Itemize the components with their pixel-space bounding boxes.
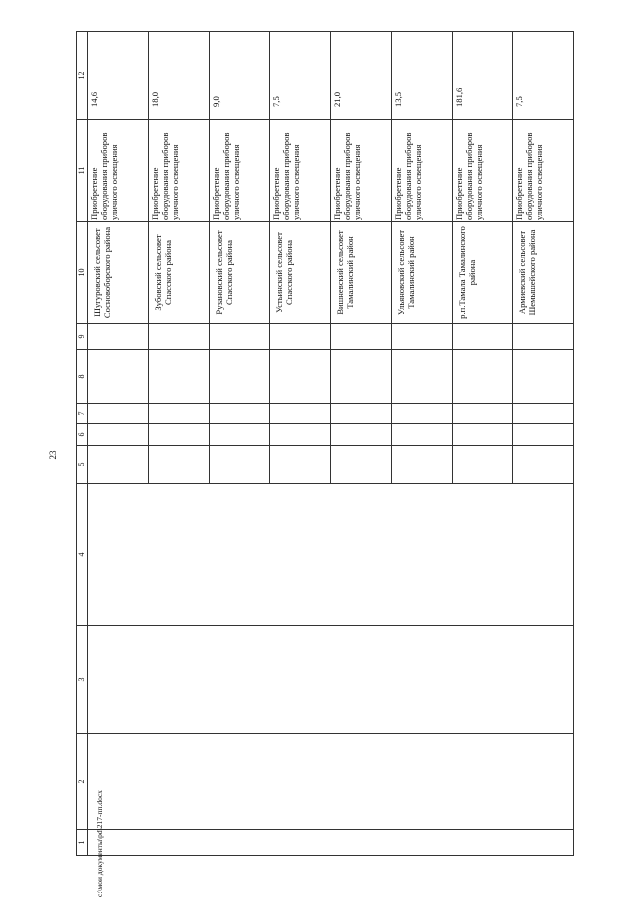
table-cell-col-9 [513,324,574,350]
table-cell-col-5 [88,446,149,484]
table-cell-col-6 [452,424,513,446]
table-cell-col-9 [452,324,513,350]
table-cell-col-7 [452,404,513,424]
table-cell-col-7 [88,404,149,424]
municipality-cell: Вишневский сельсовет Тамалинский район [331,222,392,324]
table-cell-col-6 [209,424,270,446]
column-header-row [77,32,88,856]
table-cell-col-7 [513,404,574,424]
purpose-cell: Приобретение оборудования приборов уличного освещения [88,120,149,222]
column-header: 2 [77,734,88,830]
municipality-cell: Ульяновский сельсовет Тамалинский район [391,222,452,324]
table-cell-col-8 [270,350,331,404]
table-cell-col-3 [88,626,574,734]
purpose-cell: Приобретение оборудования приборов уличного освещения [270,120,331,222]
municipality-cell: Шугуровский сельсовет Сосновоборского района [88,222,149,324]
table-cell-col-7 [209,404,270,424]
table-cell-col-6 [148,424,209,446]
amount-cell: 7,5 [270,32,331,120]
table-cell-col-7 [148,404,209,424]
table-cell-col-9 [88,324,149,350]
municipality-cell: р.п.Тамала Тамалинского района [452,222,513,324]
municipality-cell: Устьинский сельсовет Спасского района [270,222,331,324]
column-header: 3 [77,626,88,734]
column-header: 12 [77,32,88,120]
table-cell-col-6 [513,424,574,446]
budget-table-container [76,32,574,856]
purpose-cell: Приобретение оборудования приборов уличного освещения [209,120,270,222]
table-cell-col-5 [452,446,513,484]
table-cell-col-9 [270,324,331,350]
table-cell-col-6 [88,424,149,446]
table-cell-col-8 [88,350,149,404]
column-header: 9 [77,324,88,350]
column-header: 11 [77,120,88,222]
table-cell-col-4 [88,484,574,626]
table-cell-col-9 [391,324,452,350]
table-cell-col-5 [209,446,270,484]
column-header: 4 [77,484,88,626]
table-cell-col-6 [391,424,452,446]
page-number: 23 [48,450,58,460]
table-cell-col-8 [148,350,209,404]
table-cell-col-7 [270,404,331,424]
amount-cell: 13,5 [391,32,452,120]
table-cell-col-7 [391,404,452,424]
footer-file-path: c:\мои документы\рd\217-пп.docx [95,790,104,897]
column-header: 6 [77,424,88,446]
amount-cell: 9,0 [209,32,270,120]
budget-table [76,31,574,856]
column-header: 1 [77,830,88,856]
table-cell-col-1 [88,830,574,856]
table-cell-col-8 [513,350,574,404]
table-cell-col-6 [331,424,392,446]
column-header: 5 [77,446,88,484]
municipality-cell: Рузановский сельсовет Спасского района [209,222,270,324]
municipality-cell: Зубовский сельсовет Спасского района [148,222,209,324]
table-cell-col-5 [391,446,452,484]
amount-cell: 21,0 [331,32,392,120]
column-header: 7 [77,404,88,424]
table-cell-col-5 [270,446,331,484]
purpose-cell: Приобретение оборудования приборов уличного освещения [391,120,452,222]
table-cell-col-8 [331,350,392,404]
purpose-cell: Приобретение оборудования приборов уличного освещения [331,120,392,222]
table-cell-col-2 [88,734,574,830]
table-cell-col-9 [331,324,392,350]
table-cell-col-5 [513,446,574,484]
table-cell-col-9 [148,324,209,350]
purpose-cell: Приобретение оборудования приборов уличного освещения [148,120,209,222]
table-cell-col-5 [148,446,209,484]
amount-cell: 18,0 [148,32,209,120]
table-cell-col-8 [209,350,270,404]
table-cell-col-8 [391,350,452,404]
purpose-cell: Приобретение оборудования приборов уличного освещения [452,120,513,222]
table-cell-col-7 [331,404,392,424]
purpose-cell: Приобретение оборудования приборов уличного освещения [513,120,574,222]
amount-cell: 181,6 [452,32,513,120]
column-header: 8 [77,350,88,404]
table-cell-col-5 [331,446,392,484]
table-cell-col-9 [209,324,270,350]
amount-cell: 7,5 [513,32,574,120]
table-cell-col-6 [270,424,331,446]
amount-cell: 14,6 [88,32,149,120]
municipality-cell: Армиевский сельсовет Шемышейского района [513,222,574,324]
table-cell-col-8 [452,350,513,404]
column-header: 10 [77,222,88,324]
